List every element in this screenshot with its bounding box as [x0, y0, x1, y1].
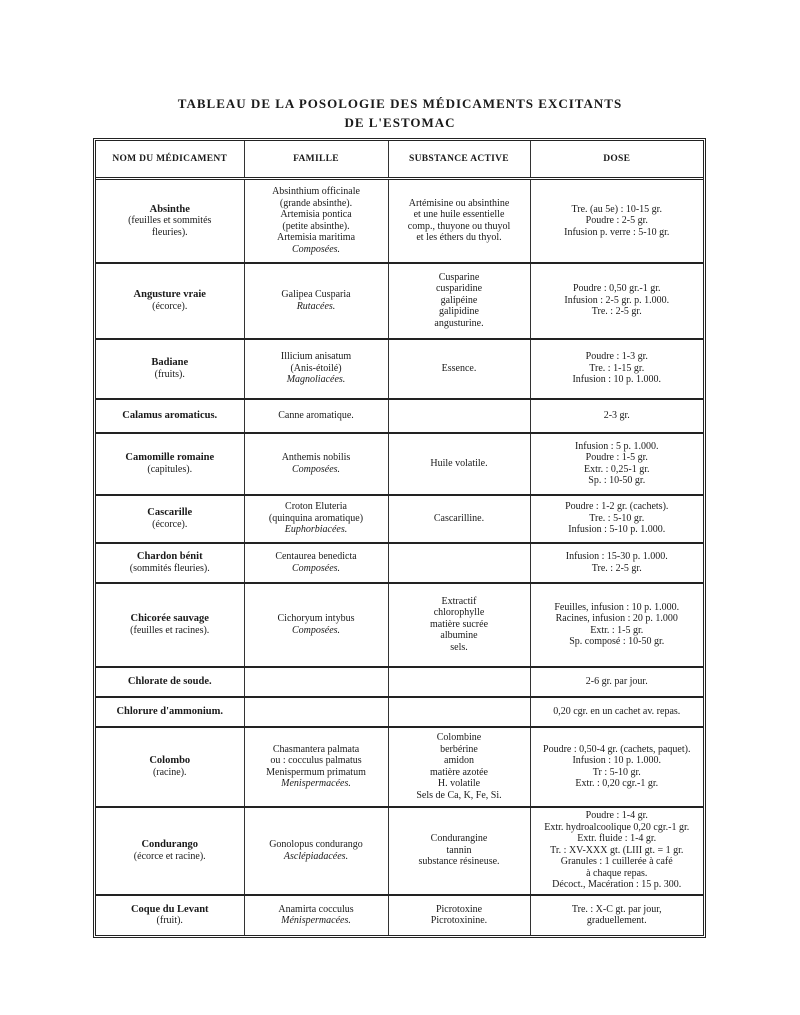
table-row: [96, 727, 703, 807]
dose-line: Poudre : 1-5 gr.: [585, 452, 648, 463]
cell-substance: [388, 583, 530, 667]
substance-line: et une huile essentielle: [413, 209, 505, 221]
table-row: [96, 667, 703, 697]
dose-line: 2-3 gr.: [603, 409, 630, 421]
cell-substance: [388, 807, 530, 895]
famille-line: Cichoryum intybus: [277, 613, 355, 624]
cell-famille: [244, 263, 388, 339]
substance-line: tannin: [446, 844, 472, 856]
cell-nom: [96, 339, 244, 399]
medicament-name: Colombo: [149, 755, 191, 766]
cell-dose: [530, 807, 703, 895]
medicament-name: Calamus aromaticus.: [122, 409, 218, 421]
substance-line: substance résineuse.: [418, 856, 500, 868]
medicament-part-line: (feuilles et racines).: [130, 624, 210, 636]
famille-botanique: Magnoliacées.: [286, 374, 346, 386]
substance-line: Picrotoxinine.: [430, 915, 488, 926]
cell-famille: [244, 727, 388, 807]
substance-line: sels.: [450, 641, 468, 653]
famille-botanique: Asclépiadacées.: [283, 850, 349, 862]
cell-famille: [244, 495, 388, 543]
cell-substance: [388, 433, 530, 495]
medicament-name: Chicorée sauvage: [130, 613, 209, 624]
posology-table: [96, 141, 703, 935]
cell-famille: [244, 543, 388, 583]
famille-line: Anamirta cocculus: [278, 903, 354, 915]
medicament-name: Chlorate de soude.: [127, 675, 212, 687]
table-row: [96, 583, 703, 667]
substance-line: Colombine: [436, 732, 482, 743]
famille-botanique: Menispermacées.: [281, 778, 351, 789]
cell-nom: [96, 727, 244, 807]
cell-famille: [244, 433, 388, 495]
cell-nom: [96, 895, 244, 935]
cell-substance: [388, 543, 530, 583]
dose-line: graduellement.: [586, 915, 647, 926]
cell-famille: [244, 807, 388, 895]
dose-line: Tre. (au 5e) : 10-15 gr.: [571, 203, 662, 215]
medicament-part-line: (écorce).: [152, 518, 188, 530]
medicament-name: Angusture vraie: [133, 289, 206, 300]
substance-line: Sels de Ca, K, Fe, Si.: [416, 789, 502, 801]
substance-line: Extractif: [441, 595, 477, 607]
famille-line: Artemisia maritima: [276, 232, 356, 244]
header-famille: FAMILLE: [244, 141, 388, 179]
substance-line: Huile volatile.: [430, 457, 488, 469]
famille-botanique: Composées.: [291, 463, 341, 475]
substance-line: Artémisine ou absinthine: [408, 197, 510, 209]
famille-line: Artemisia pontica: [280, 209, 352, 221]
cell-dose: [530, 433, 703, 495]
famille-botanique: Rutacées.: [296, 300, 336, 312]
dose-line: Infusion : 2-5 gr. p. 1.000.: [564, 294, 670, 306]
cell-substance: [388, 399, 530, 433]
table-body: [96, 179, 703, 935]
substance-line: Cascarilline.: [433, 512, 485, 524]
dose-line: Poudre : 0,50-4 gr. (cachets, paquet).: [543, 743, 691, 755]
substance-line: galipidine: [439, 306, 479, 318]
cell-dose: [530, 339, 703, 399]
table-row: [96, 543, 703, 583]
famille-line: Centaurea benedicta: [275, 551, 357, 562]
medicament-name: Absinthe: [149, 203, 190, 215]
cell-dose: [530, 727, 703, 807]
cell-dose: [530, 583, 703, 667]
cell-nom: [96, 179, 244, 263]
substance-line: albumine: [440, 630, 478, 642]
famille-botanique: Euphorbiacées.: [284, 524, 348, 536]
cell-substance: [388, 263, 530, 339]
cell-dose: [530, 399, 703, 433]
header-nom: NOM DU MÉDICAMENT: [96, 141, 244, 179]
dose-line: Sp. : 10-50 gr.: [588, 475, 646, 486]
table-row: [96, 895, 703, 935]
dose-line: Poudre : 2-5 gr.: [585, 215, 648, 226]
cell-famille: [244, 339, 388, 399]
dose-line: Infusion : 5 p. 1.000.: [574, 440, 659, 452]
table-row: [96, 433, 703, 495]
dose-line: Extr. : 1-5 gr.: [590, 624, 644, 636]
dose-line: Poudre : 1-2 gr. (cachets).: [565, 501, 669, 513]
substance-line: Condurangine: [430, 833, 488, 845]
dose-line: Infusion : 10 p. 1.000.: [572, 374, 662, 386]
substance-line: matière azotée: [429, 766, 488, 778]
cell-nom: [96, 697, 244, 727]
cell-nom: [96, 583, 244, 667]
dose-line: Infusion : 10 p. 1.000.: [572, 755, 662, 766]
cell-famille: [244, 583, 388, 667]
dose-line: 0,20 cgr. en un cachet av. repas.: [553, 705, 681, 717]
medicament-part-line: (racine).: [152, 766, 187, 778]
table-title: [100, 94, 700, 132]
cell-famille: [244, 399, 388, 433]
substance-line: matière sucrée: [429, 618, 489, 630]
dose-line: Poudre : 1-3 gr.: [585, 351, 648, 363]
dose-line: Extr. hydroalcoolique 0,20 cgr.-1 gr.: [544, 821, 690, 833]
medicament-name: Chlorure d'ammonium.: [116, 705, 224, 717]
dose-line: Tr : 5-10 gr.: [592, 766, 641, 778]
cell-nom: [96, 399, 244, 433]
cell-famille: [244, 179, 388, 263]
medicament-name: Camomille romaine: [125, 452, 215, 463]
header-row: [96, 141, 703, 179]
medicament-name: Chardon bénit: [136, 551, 203, 562]
famille-botanique: Ménispermacées.: [281, 915, 351, 926]
famille-line: Illicium anisatum: [280, 351, 352, 363]
medicament-name: Badiane: [151, 357, 189, 368]
cell-substance: [388, 727, 530, 807]
dose-line: Infusion : 5-10 p. 1.000.: [568, 524, 666, 536]
dose-line: à chaque repas.: [586, 867, 648, 879]
substance-line: et les éthers du thyol.: [416, 232, 502, 244]
medicament-part-line: fleuries).: [151, 226, 188, 238]
cell-nom: [96, 495, 244, 543]
dose-line: Racines, infusion : 20 p. 1.000: [555, 613, 678, 624]
medicament-name: Coque du Levant: [130, 903, 209, 915]
cell-nom: [96, 667, 244, 697]
substance-line: berbérine: [440, 743, 478, 755]
medicament-part-line: (capitules).: [147, 463, 193, 475]
cell-nom: [96, 807, 244, 895]
famille-line: Croton Eluteria: [285, 501, 347, 513]
medicament-part-line: (fruits).: [154, 368, 185, 380]
cell-substance: [388, 179, 530, 263]
cell-substance: [388, 697, 530, 727]
title-line-1: TABLEAU DE LA POSOLOGIE DES MÉDICAMENTS EXCITANTS: [177, 96, 623, 111]
dose-line: Granules : 1 cuillerée à café: [560, 856, 673, 868]
dose-line: Extr. : 0,20 cgr.-1 gr.: [575, 778, 659, 789]
famille-line: Absinthium officinale: [272, 186, 360, 198]
dose-line: Extr. : 0,25-1 gr.: [583, 463, 650, 475]
famille-line: Menispermum primatum: [266, 766, 366, 778]
table-row: [96, 697, 703, 727]
cell-nom: [96, 543, 244, 583]
cell-nom: [96, 263, 244, 339]
dose-line: Sp. composé : 10-50 gr.: [569, 636, 665, 647]
table-row: [96, 495, 703, 543]
medicament-part-line: (écorce et racine).: [133, 850, 206, 862]
famille-botanique: Composées.: [291, 562, 341, 574]
famille-line: Anthemis nobilis: [281, 452, 351, 463]
famille-line: (quinquina aromatique): [268, 512, 364, 524]
cell-famille: [244, 667, 388, 697]
table-row: [96, 807, 703, 895]
cell-nom: [96, 433, 244, 495]
famille-botanique: Composées.: [291, 243, 341, 255]
cell-dose: [530, 895, 703, 935]
famille-botanique: Composées.: [291, 624, 341, 636]
table-row: [96, 263, 703, 339]
dose-line: Feuilles, infusion : 10 p. 1.000.: [554, 601, 680, 613]
dose-line: Infusion p. verre : 5-10 gr.: [564, 226, 670, 238]
substance-line: amidon: [444, 755, 474, 766]
dose-line: Tre. : 2-5 gr.: [591, 562, 642, 574]
substance-line: Essence.: [441, 362, 477, 374]
table-row: [96, 179, 703, 263]
dose-line: Tre. : 5-10 gr.: [589, 512, 645, 524]
famille-line: (petite absinthe).: [282, 220, 350, 232]
dose-line: Tr. : XV-XXX gt. (LIII gt. = 1 gr.: [550, 844, 684, 856]
substance-line: Cusparine: [438, 271, 480, 283]
dose-line: Extr. fluide : 1-4 gr.: [577, 833, 657, 845]
posology-table-frame: [93, 138, 706, 938]
famille-line: ou : cocculus palmatus: [270, 755, 362, 766]
medicament-part-line: (sommités fleuries).: [129, 562, 210, 574]
cell-substance: [388, 339, 530, 399]
cell-dose: [530, 697, 703, 727]
dose-line: Infusion : 15-30 p. 1.000.: [565, 551, 668, 562]
substance-line: H. volatile: [437, 778, 481, 789]
medicament-part-line: (écorce).: [152, 300, 188, 312]
table-row: [96, 399, 703, 433]
medicament-name: Cascarille: [147, 507, 193, 518]
cell-dose: [530, 179, 703, 263]
cell-dose: [530, 495, 703, 543]
cell-famille: [244, 697, 388, 727]
cell-dose: [530, 543, 703, 583]
cell-famille: [244, 895, 388, 935]
substance-line: angusturine.: [434, 317, 484, 329]
dose-line: Tre. : 1-15 gr.: [589, 362, 645, 374]
table-row: [96, 339, 703, 399]
substance-line: galipéine: [440, 294, 478, 306]
substance-line: cusparidine: [435, 283, 483, 295]
dose-line: 2-6 gr. par jour.: [585, 675, 648, 687]
famille-line: Canne aromatique.: [278, 409, 354, 421]
medicament-name: Condurango: [141, 839, 199, 850]
substance-line: Picrotoxine: [435, 903, 483, 915]
famille-line: Gonolopus condurango: [269, 839, 363, 850]
famille-line: (grande absinthe).: [279, 197, 353, 209]
cell-substance: [388, 895, 530, 935]
header-substance: SUBSTANCE ACTIVE: [388, 141, 530, 179]
substance-line: comp., thuyone ou thuyol: [407, 220, 511, 232]
famille-line: Galipea Cusparia: [281, 289, 351, 300]
famille-line: (Anis-étoilé): [290, 362, 342, 374]
dose-line: Poudre : 1-4 gr.: [585, 810, 648, 822]
cell-substance: [388, 667, 530, 697]
cell-dose: [530, 263, 703, 339]
medicament-part-line: (fruit).: [156, 915, 183, 926]
cell-substance: [388, 495, 530, 543]
cell-dose: [530, 667, 703, 697]
dose-line: Poudre : 0,50 gr.-1 gr.: [573, 283, 661, 295]
famille-line: Chasmantera palmata: [272, 743, 360, 755]
header-dose: DOSE: [530, 141, 703, 179]
substance-line: chlorophylle: [433, 607, 485, 619]
title-line-2: DE L'ESTOMAC: [344, 115, 456, 130]
dose-line: Tre. : X-C gt. par jour,: [571, 903, 662, 915]
dose-line: Tre. : 2-5 gr.: [591, 306, 642, 318]
medicament-part-line: (feuilles et sommités: [128, 215, 212, 226]
dose-line: Décoct., Macération : 15 p. 300.: [552, 879, 682, 891]
